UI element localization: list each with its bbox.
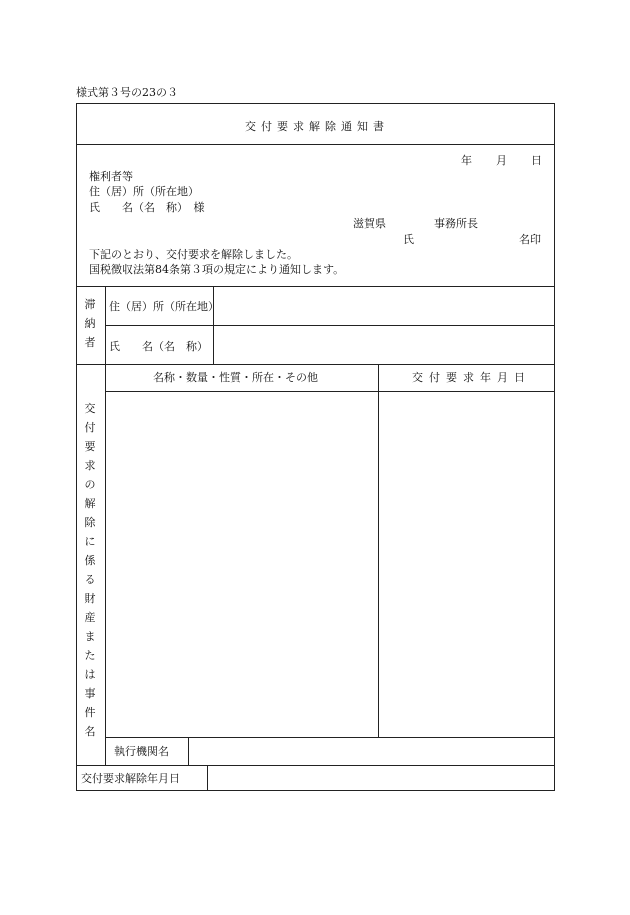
form-number: 様式第３号の23の３ [76,86,178,99]
delinquent-label: 滞 納 者 [84,298,96,349]
office-head-label: 事務所長 [434,217,478,230]
divider [105,391,554,392]
delinquent-name-label: 氏 名（名 称） [109,340,208,353]
details-column-header: 名称・数量・性質・所在・その他 [153,371,318,384]
official-name-label: 氏 [403,233,414,246]
form-title: 交付要求解除通知書 [245,120,389,133]
notice-body-line-2: 国税徴収法第84条第３項の規定により通知します。 [89,263,345,276]
divider [77,286,554,287]
divider [207,765,208,790]
property-vertical-label: 交 付 要 求 の 解 除 に 係 る 財 産 ま た は 事 件 名 [84,402,96,738]
divider [188,737,189,765]
release-date-label: 交付要求解除年月日 [81,772,180,785]
address-label: 住（居）所（所在地） [89,185,199,198]
divider [105,325,554,326]
rights-holder-label: 権利者等 [89,170,133,183]
divider [77,144,554,145]
date-column-header: 交付要求年月日 [412,371,531,384]
divider [105,364,106,765]
executing-agency-label: 執行機関名 [114,745,169,758]
divider [105,737,554,738]
divider [378,364,379,737]
divider [77,765,554,766]
divider [77,364,554,365]
seal-label: 名印 [519,233,541,246]
year-label: 年 [461,154,472,167]
notice-form [76,103,555,791]
name-label: 氏 名（名 称） 様 [89,201,205,214]
delinquent-address-label: 住（居）所（所在地） [109,300,219,313]
day-label: 日 [531,154,542,167]
month-label: 月 [496,154,507,167]
notice-body-line-1: 下記のとおり、交付要求を解除しました。 [89,248,298,261]
prefecture-label: 滋賀県 [353,217,386,230]
